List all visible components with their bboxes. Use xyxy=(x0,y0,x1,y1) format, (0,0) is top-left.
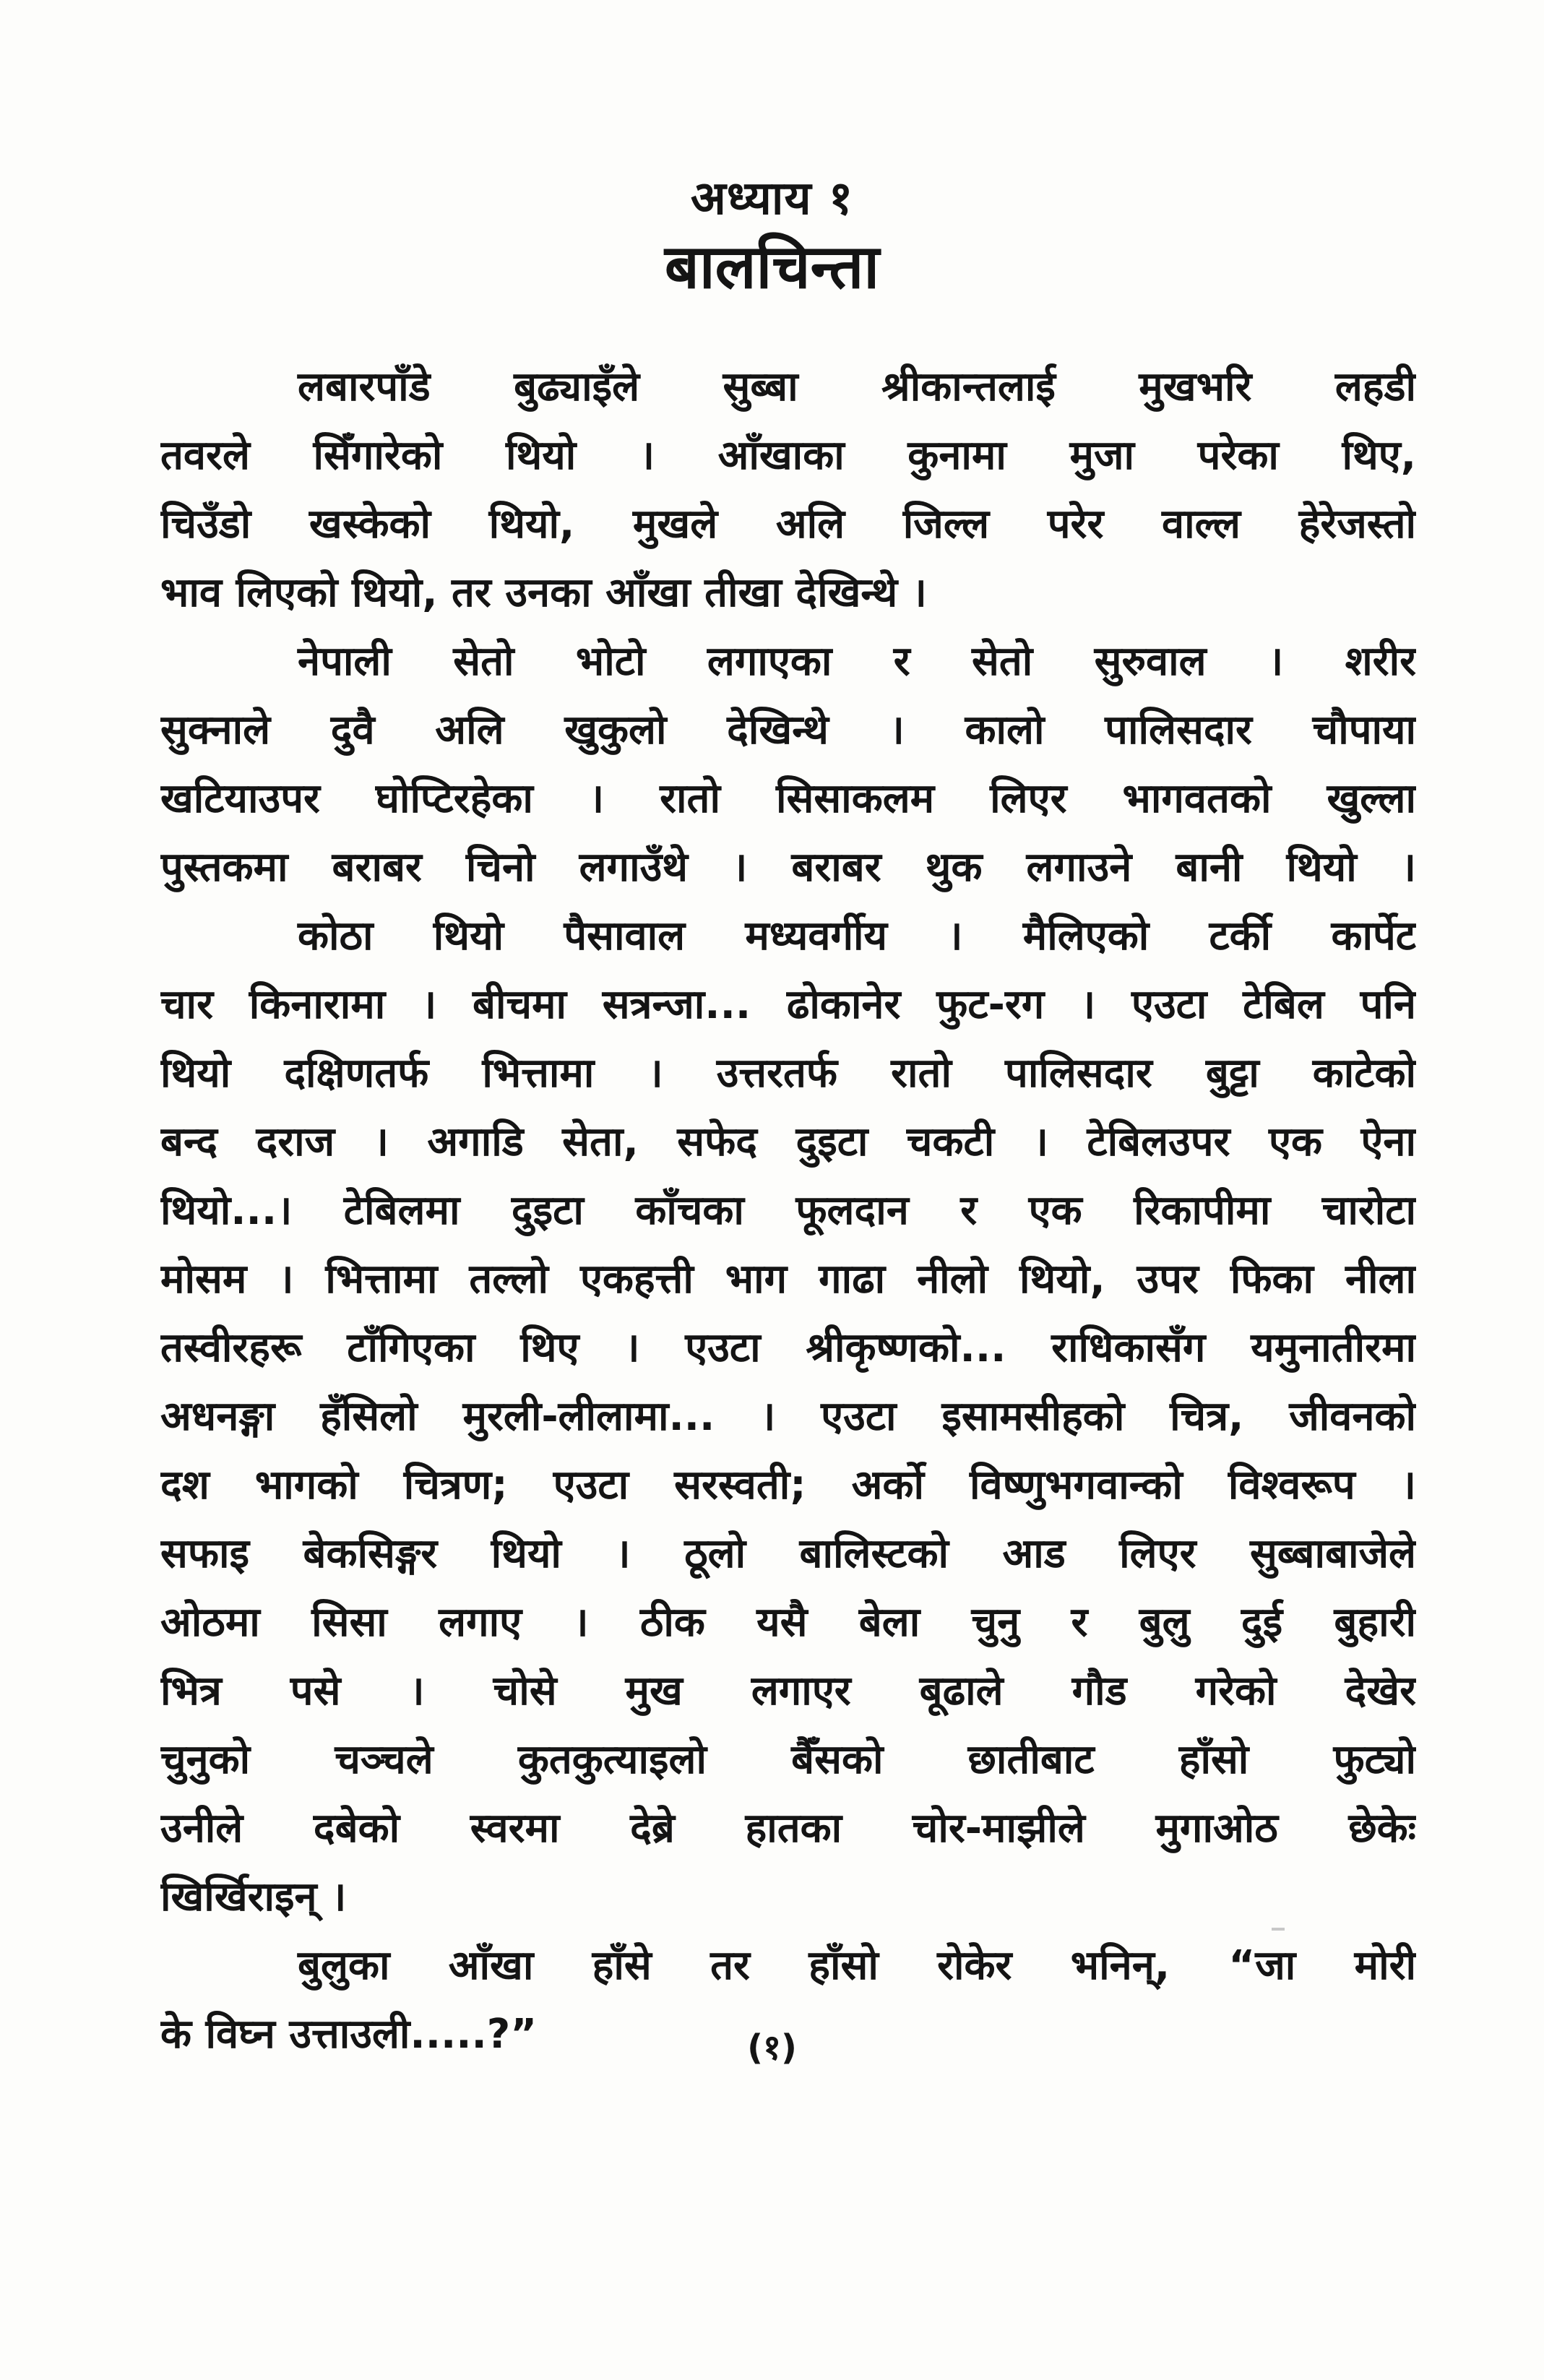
text-line: अधनङ्गा हँसिलो मुरली-लीलामा... । एउटा इसामसीहको चित्र, जीवनको xyxy=(160,1393,1416,1440)
paragraph-2 xyxy=(160,627,1416,902)
text-line: तस्वीरहरू टाँगिएका थिए । एउटा श्रीकृष्णको... राधिकासँग यमुनातीरमा xyxy=(160,1324,1416,1371)
text-line: पुस्तकमा बराबर चिनो लगाउँथे । बराबर थुक लगाउने बानी थियो । xyxy=(160,844,1416,891)
text-line: चिउँडो खस्केको थियो, मुखले अलि जिल्ल परेर वाल्ल हेरेजस्तो xyxy=(160,501,1416,548)
text-line: चुनुको चञ्चले कुतकुत्याइलो बैँसको छातीबाट हाँसो फुट्यो xyxy=(160,1736,1416,1783)
text-line: तवरले सिँगारेको थियो । आँखाका कुनामा मुजा परेका थिए, xyxy=(160,432,1416,479)
text-line: भाव लिएको थियो, तर उनका आँखा तीखा देखिन्थे । xyxy=(160,569,927,616)
text-line: ओठमा सिसा लगाए । ठीक यसै बेला चुनु र बुलु दुई बुहारी xyxy=(160,1599,1416,1646)
text-line: कोठा थियो पैसावाल मध्यवर्गीय । मैलिएको टर्की कार्पेट xyxy=(298,913,1416,960)
text-line: दश भागको चित्रण; एउटा सरस्वती; अर्को विष्णुभगवान्को विश्वरूप । xyxy=(160,1462,1416,1509)
chapter-title: बालचिन्ता xyxy=(664,231,880,302)
text-line: सुक्नाले दुवै अलि खुकुलो देखिन्थे । कालो पालिसदार चौपाया xyxy=(160,707,1416,754)
text-line: सफाइ बेकसिङ्गर थियो । ठूलो बालिस्टको आड लिएर सुब्बाबाजेले xyxy=(160,1530,1416,1577)
text-line: उनीले दबेको स्वरमा देब्रे हातका चोर-माझीले मुगाओठ छेकेः xyxy=(160,1805,1416,1852)
text-line: मोसम । भित्तामा तल्लो एकहत्ती भाग गाढा नीलो थियो, उपर फिका नीला xyxy=(160,1256,1416,1303)
text-line: बुलुका आँखा हाँसे तर हाँसो रोकेर भनिन्, “जा मोरी xyxy=(298,1942,1416,1989)
chapter-body xyxy=(160,353,1416,2069)
page-number: (१) xyxy=(747,2027,797,2068)
scan-speck xyxy=(1272,1928,1285,1931)
paragraph-1 xyxy=(160,353,1416,627)
text-line: खिर्खिराइन् । xyxy=(160,1874,347,1920)
chapter-label: अध्याय १ xyxy=(690,172,854,225)
text-line: नेपाली सेतो भोटो लगाएका र सेतो सुरुवाल । शरीर xyxy=(298,638,1416,685)
text-line: बन्द दराज । अगाडि सेता, सफेद दुइटा चकटी । टेबिलउपर एक ऐना xyxy=(160,1118,1416,1165)
text-line: के विघ्न उत्ताउली.....?” xyxy=(160,2011,538,2058)
text-line: थियो...। टेबिलमा दुइटा काँचका फूलदान र एक रिकापीमा चारोटा xyxy=(160,1187,1416,1234)
text-line: चार किनारामा । बीचमा सत्रन्जा... ढोकानेर फुट-रग । एउटा टेबिल पनि xyxy=(160,981,1416,1028)
text-line: खटियाउपर घोप्टिरहेका । रातो सिसाकलम लिएर भागवतको खुल्ला xyxy=(160,775,1416,822)
text-line: थियो दक्षिणतर्फ भित्तामा । उत्तरतर्फ रातो पालिसदार बुट्टा काटेको xyxy=(160,1050,1416,1097)
text-line: भित्र पसे । चोसे मुख लगाएर बूढाले गौड गरेको देखेर xyxy=(160,1668,1416,1715)
text-line: लबारपाँडे बुढ्याइँले सुब्बा श्रीकान्तलाई मुखभरि लहडी xyxy=(298,363,1416,410)
paragraph-3 xyxy=(160,902,1416,1931)
